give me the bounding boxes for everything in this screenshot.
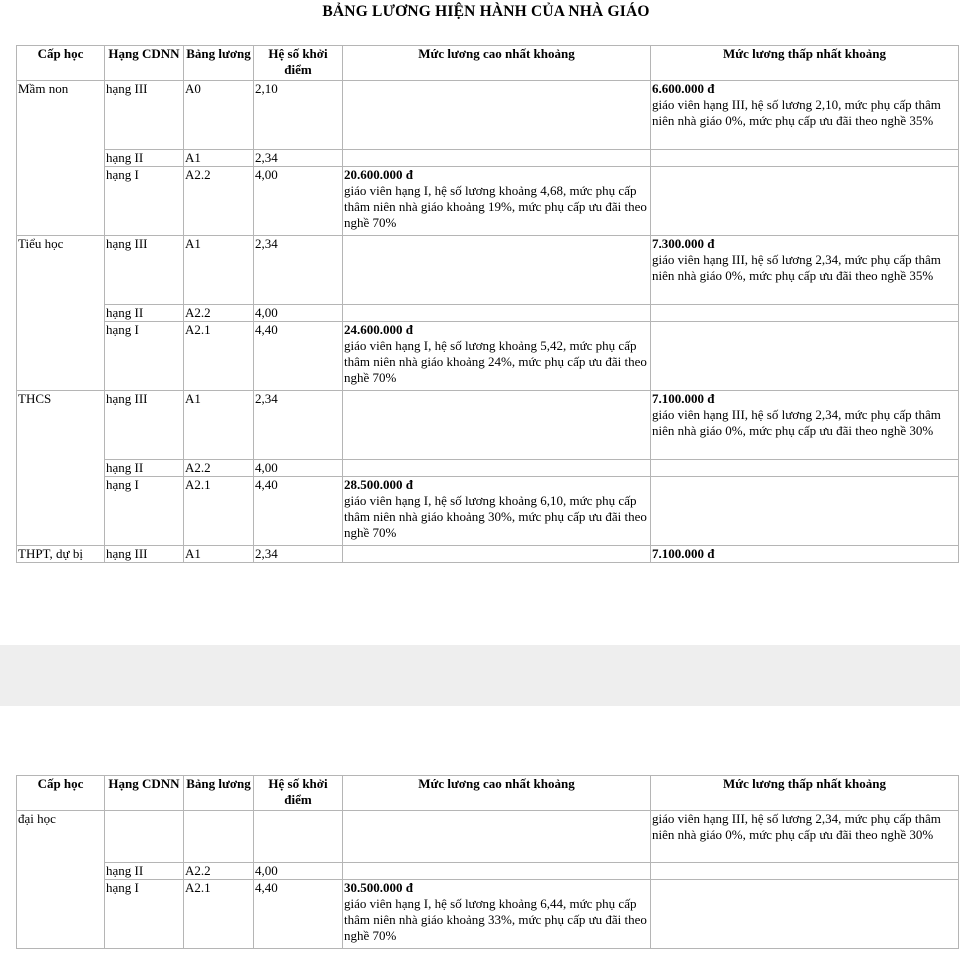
rank-cell — [105, 811, 184, 863]
page-separator — [0, 645, 960, 706]
coef-cell: 4,40 — [254, 322, 343, 391]
salary-table-2 — [16, 775, 959, 949]
coef-cell: 4,00 — [254, 305, 343, 322]
scale-cell: A2.2 — [184, 863, 254, 880]
high-salary-cell — [343, 863, 651, 880]
low-salary-cell — [651, 391, 959, 460]
rank-cell: hạng II — [105, 863, 184, 880]
rank-cell: hạng II — [105, 460, 184, 477]
table-row — [17, 811, 959, 863]
level-cell: Tiểu học — [17, 236, 105, 391]
scale-cell: A2.2 — [184, 460, 254, 477]
high-salary-cell — [343, 81, 651, 150]
rank-cell: hạng III — [105, 236, 184, 305]
table-row — [17, 150, 959, 167]
high-salary-desc: giáo viên hạng I, hệ số lương khoảng 5,42, mức phụ cấp thâm niên nhà giáo khoảng 24%, mức phụ cấp ưu đãi theo nghề 70% — [344, 338, 647, 385]
high-salary-cell — [343, 880, 651, 949]
high-salary-amount: 30.500.000 đ — [344, 880, 413, 895]
table-row — [17, 460, 959, 477]
scale-cell: A2.2 — [184, 305, 254, 322]
table-row — [17, 305, 959, 322]
header-muc-thap: Mức lương thấp nhất khoảng — [651, 46, 959, 81]
coef-cell: 4,00 — [254, 167, 343, 236]
rank-cell: hạng I — [105, 167, 184, 236]
coef-cell: 2,34 — [254, 546, 343, 563]
rank-cell: hạng II — [105, 150, 184, 167]
header-cap-hoc: Cấp học — [17, 46, 105, 81]
document-title: BẢNG LƯƠNG HIỆN HÀNH CỦA NHÀ GIÁO — [322, 3, 650, 20]
table-row — [17, 391, 959, 460]
low-salary-amount: 7.100.000 đ — [652, 391, 715, 406]
table-header-row — [17, 776, 959, 811]
coef-cell: 2,34 — [254, 391, 343, 460]
coef-cell: 4,00 — [254, 460, 343, 477]
high-salary-desc: giáo viên hạng I, hệ số lương khoảng 6,10, mức phụ cấp thâm niên nhà giáo khoảng 30%, mức phụ cấp ưu đãi theo nghề 70% — [344, 493, 647, 540]
low-salary-cell — [651, 150, 959, 167]
high-salary-cell — [343, 305, 651, 322]
low-salary-cell — [651, 305, 959, 322]
coef-cell: 2,34 — [254, 150, 343, 167]
low-salary-cell — [651, 236, 959, 305]
low-salary-cell — [651, 460, 959, 477]
table-row — [17, 863, 959, 880]
header-hang-cdnn: Hạng CDNN — [105, 776, 184, 811]
scale-cell: A2.2 — [184, 167, 254, 236]
low-salary-amount: 7.100.000 đ — [652, 546, 715, 561]
header-muc-thap: Mức lương thấp nhất khoảng — [651, 776, 959, 811]
scale-cell: A1 — [184, 150, 254, 167]
header-bang-luong: Bảng lương — [184, 46, 254, 81]
header-he-so: Hệ số khởi điểm — [254, 46, 343, 81]
high-salary-cell — [343, 236, 651, 305]
rank-cell: hạng II — [105, 305, 184, 322]
scale-cell: A0 — [184, 81, 254, 150]
high-salary-cell — [343, 391, 651, 460]
high-salary-cell — [343, 167, 651, 236]
scale-cell: A1 — [184, 546, 254, 563]
scale-cell: A1 — [184, 391, 254, 460]
low-salary-desc: giáo viên hạng III, hệ số lương 2,34, mức phụ cấp thâm niên nhà giáo 0%, mức phụ cấp ưu đãi theo nghề 30% — [652, 811, 941, 842]
low-salary-cell — [651, 546, 959, 563]
level-cell: THPT, dự bị — [17, 546, 105, 563]
rank-cell: hạng III — [105, 546, 184, 563]
level-cell: THCS — [17, 391, 105, 546]
scale-cell: A2.1 — [184, 880, 254, 949]
table-row — [17, 546, 959, 563]
high-salary-cell — [343, 811, 651, 863]
low-salary-cell — [651, 167, 959, 236]
level-cell: Mầm non — [17, 81, 105, 236]
low-salary-desc: giáo viên hạng III, hệ số lương 2,34, mức phụ cấp thâm niên nhà giáo 0%, mức phụ cấp ưu đãi theo nghề 35% — [652, 252, 941, 283]
header-muc-cao: Mức lương cao nhất khoảng — [343, 46, 651, 81]
table-row — [17, 81, 959, 150]
coef-cell: 4,00 — [254, 863, 343, 880]
rank-cell: hạng III — [105, 391, 184, 460]
coef-cell: 4,40 — [254, 880, 343, 949]
high-salary-cell — [343, 322, 651, 391]
low-salary-amount: 6.600.000 đ — [652, 81, 715, 96]
low-salary-cell — [651, 322, 959, 391]
low-salary-cell — [651, 811, 959, 863]
scale-cell: A2.1 — [184, 477, 254, 546]
table-row — [17, 880, 959, 949]
table-row — [17, 236, 959, 305]
scale-cell: A1 — [184, 236, 254, 305]
header-cap-hoc: Cấp học — [17, 776, 105, 811]
high-salary-amount: 24.600.000 đ — [344, 322, 413, 337]
header-muc-cao: Mức lương cao nhất khoảng — [343, 776, 651, 811]
low-salary-cell — [651, 863, 959, 880]
table-row — [17, 322, 959, 391]
level-cell: đại học — [17, 811, 105, 949]
table-row — [17, 167, 959, 236]
high-salary-cell — [343, 477, 651, 546]
high-salary-cell — [343, 546, 651, 563]
high-salary-amount: 28.500.000 đ — [344, 477, 413, 492]
high-salary-amount: 20.600.000 đ — [344, 167, 413, 182]
high-salary-cell — [343, 150, 651, 167]
low-salary-cell — [651, 81, 959, 150]
header-he-so: Hệ số khởi điểm — [254, 776, 343, 811]
rank-cell: hạng III — [105, 81, 184, 150]
header-bang-luong: Bảng lương — [184, 776, 254, 811]
low-salary-amount: 7.300.000 đ — [652, 236, 715, 251]
table-header-row — [17, 46, 959, 81]
low-salary-desc: giáo viên hạng III, hệ số lương 2,10, mức phụ cấp thâm niên nhà giáo 0%, mức phụ cấp ưu đãi theo nghề 35% — [652, 97, 941, 128]
low-salary-desc: giáo viên hạng III, hệ số lương 2,34, mức phụ cấp thâm niên nhà giáo 0%, mức phụ cấp ưu đãi theo nghề 30% — [652, 407, 941, 438]
coef-cell: 2,34 — [254, 236, 343, 305]
low-salary-cell — [651, 477, 959, 546]
header-hang-cdnn: Hạng CDNN — [105, 46, 184, 81]
high-salary-desc: giáo viên hạng I, hệ số lương khoảng 4,68, mức phụ cấp thâm niên nhà giáo khoảng 19%, mức phụ cấp ưu đãi theo nghề 70% — [344, 183, 647, 230]
high-salary-cell — [343, 460, 651, 477]
rank-cell: hạng I — [105, 322, 184, 391]
coef-cell: 4,40 — [254, 477, 343, 546]
salary-table-1 — [16, 45, 959, 563]
scale-cell: A2.1 — [184, 322, 254, 391]
table-row — [17, 477, 959, 546]
low-salary-cell — [651, 880, 959, 949]
rank-cell: hạng I — [105, 880, 184, 949]
rank-cell: hạng I — [105, 477, 184, 546]
high-salary-desc: giáo viên hạng I, hệ số lương khoảng 6,44, mức phụ cấp thâm niên nhà giáo khoảng 33%, mức phụ cấp ưu đãi theo nghề 70% — [344, 896, 647, 943]
coef-cell — [254, 811, 343, 863]
scale-cell — [184, 811, 254, 863]
coef-cell: 2,10 — [254, 81, 343, 150]
